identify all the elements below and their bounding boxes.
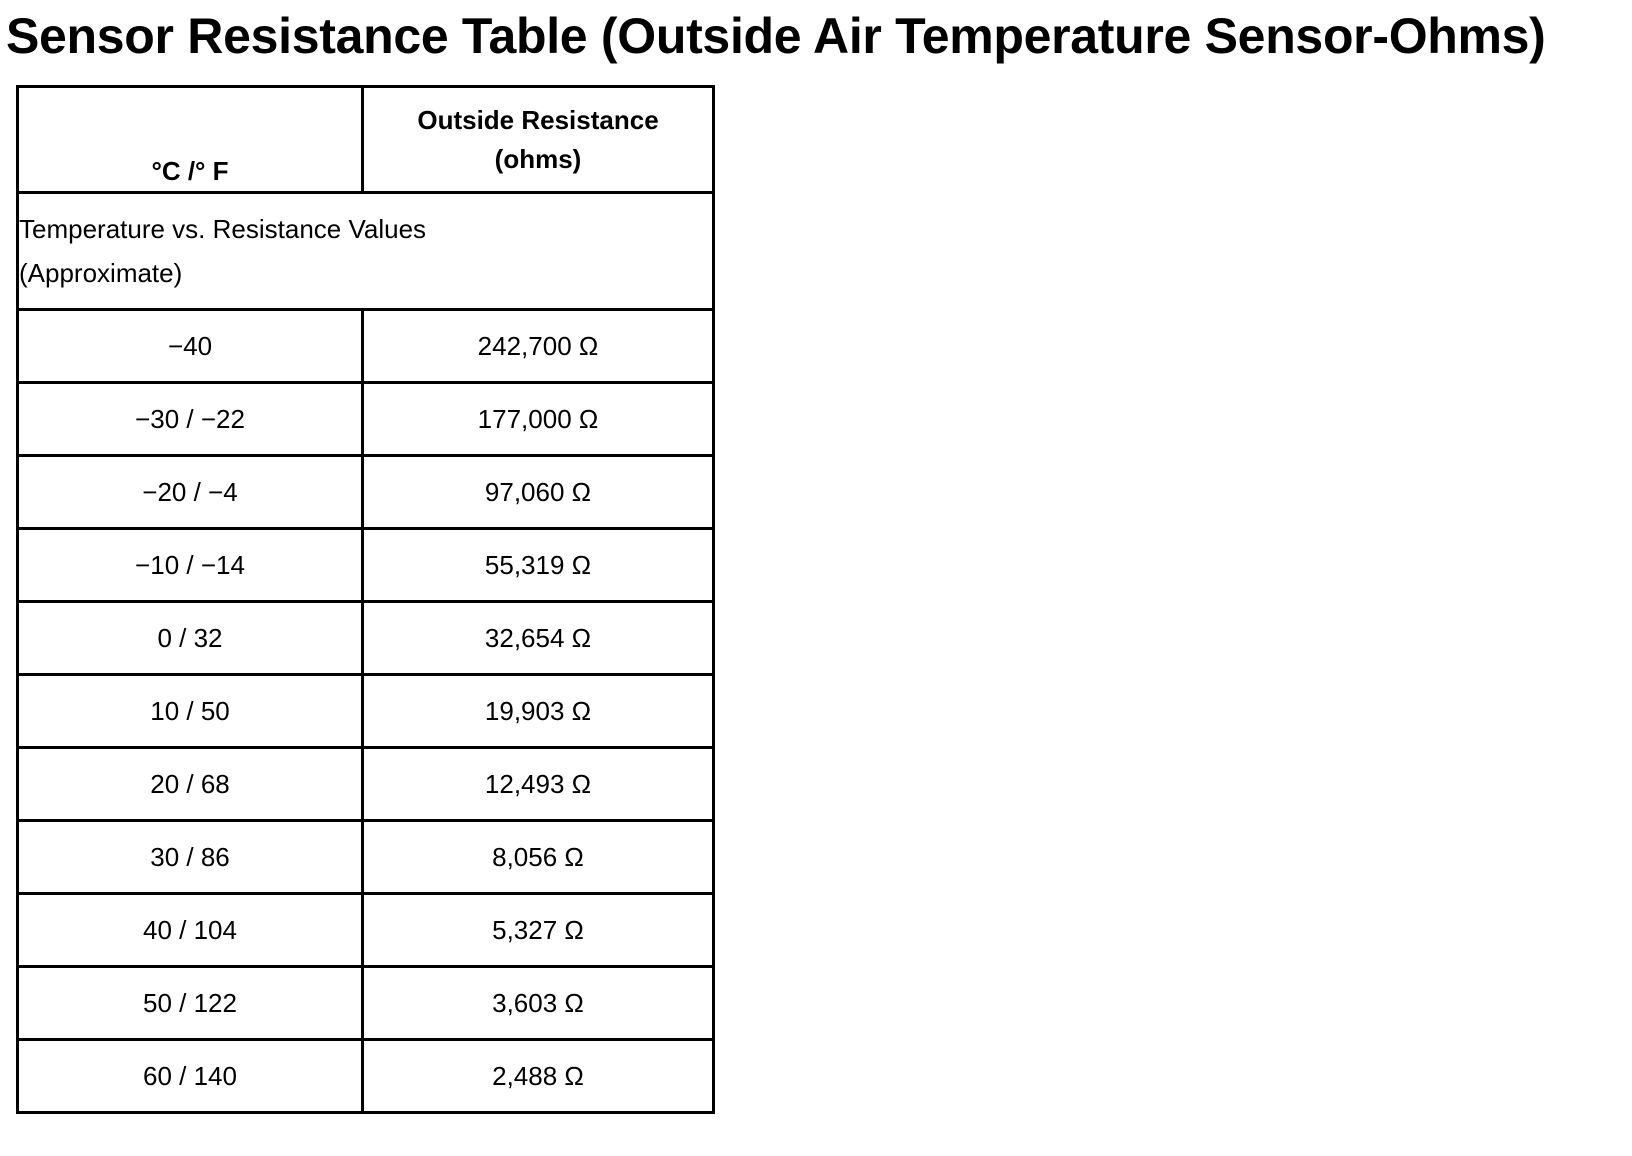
temperature-cell: −10 / −14 [18,529,363,602]
resistance-header-line2: (ohms) [494,143,582,174]
table-row [18,967,714,1040]
temperature-column-header: °C /° F [18,87,363,193]
resistance-cell: 97,060 Ω [363,456,714,529]
section-label-line2: (Approximate) [19,258,183,288]
resistance-cell: 3,603 Ω [363,967,714,1040]
table-row [18,894,714,967]
resistance-cell: 177,000 Ω [363,383,714,456]
table-row [18,1040,714,1113]
section-row [18,193,714,310]
resistance-cell: 55,319 Ω [363,529,714,602]
temperature-cell: 60 / 140 [18,1040,363,1113]
table-header-row [18,87,714,193]
resistance-cell: 242,700 Ω [363,310,714,383]
table-row [18,748,714,821]
temperature-cell: −30 / −22 [18,383,363,456]
table-row [18,821,714,894]
table-row [18,675,714,748]
temperature-cell: 0 / 32 [18,602,363,675]
table-row [18,310,714,383]
temperature-cell: 20 / 68 [18,748,363,821]
resistance-cell: 32,654 Ω [363,602,714,675]
temperature-cell: −40 [18,310,363,383]
temperature-cell: 10 / 50 [18,675,363,748]
temperature-cell: 50 / 122 [18,967,363,1040]
sensor-resistance-table [16,85,715,1114]
section-label [18,193,714,310]
resistance-cell: 19,903 Ω [363,675,714,748]
table-row [18,456,714,529]
table-row [18,529,714,602]
table-row [18,383,714,456]
resistance-cell: 2,488 Ω [363,1040,714,1113]
resistance-cell: 5,327 Ω [363,894,714,967]
page-title: Sensor Resistance Table (Outside Air Temperature Sensor-Ohms) [6,8,1546,64]
resistance-cell: 12,493 Ω [363,748,714,821]
resistance-cell: 8,056 Ω [363,821,714,894]
temperature-cell: 30 / 86 [18,821,363,894]
temperature-cell: 40 / 104 [18,894,363,967]
table-row [18,602,714,675]
resistance-column-header [363,87,714,193]
temperature-cell: −20 / −4 [18,456,363,529]
section-label-line1: Temperature vs. Resistance Values [19,214,427,244]
resistance-header-line1: Outside Resistance [417,104,659,135]
